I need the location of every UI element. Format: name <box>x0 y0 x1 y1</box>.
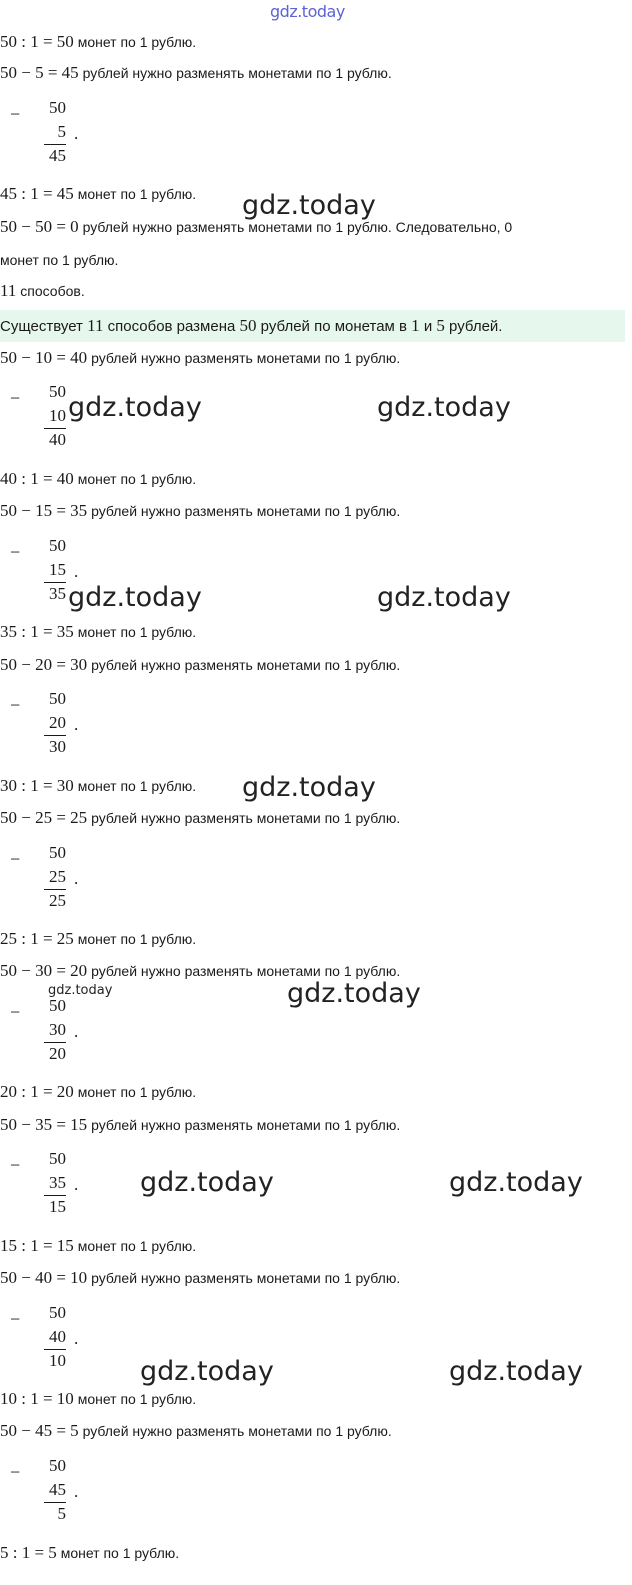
subtrahend: 10 <box>49 406 66 425</box>
watermark: gdz.today <box>140 1356 274 1387</box>
subtrahend: 25 <box>49 867 66 886</box>
subtrahend: 45 <box>49 1480 66 1499</box>
subtrahend: 5 <box>57 122 66 141</box>
column-subtraction <box>0 1456 120 1534</box>
period: . <box>74 124 79 143</box>
math: 1 <box>411 316 420 335</box>
period: . <box>74 869 79 888</box>
answer-text: и <box>419 318 437 335</box>
answer-highlight <box>0 310 625 342</box>
difference: 45 <box>49 146 66 165</box>
minuend: 50 <box>49 382 66 401</box>
math: 50 − 25 = 25 <box>0 808 88 827</box>
watermark: gdz.today <box>68 582 202 613</box>
line-text: рублей нужно разменять монетами по 1 рублю. <box>87 1117 401 1133</box>
text-line <box>0 1082 196 1102</box>
fraction-rule <box>44 735 66 736</box>
minus-sign: − <box>10 1155 21 1175</box>
line-text: рублей нужно разменять монетами по 1 рублю. <box>87 810 401 826</box>
math: 15 : 1 = 15 <box>0 1236 74 1255</box>
minuend: 50 <box>49 98 66 117</box>
text-line <box>0 281 85 301</box>
watermark: gdz.today <box>242 190 376 221</box>
line-text: рублей нужно разменять монетами по 1 рублю. <box>87 503 401 519</box>
difference: 15 <box>49 1197 66 1216</box>
answer-text: способов размена <box>103 318 240 335</box>
math: 30 : 1 = 30 <box>0 776 74 795</box>
line-text: рублей нужно разменять монетами по 1 рублю. <box>78 1423 392 1439</box>
answer-text: рублей по монетам в <box>256 318 412 335</box>
watermark: gdz.today <box>48 983 113 998</box>
period: . <box>74 1329 79 1348</box>
minus-sign: − <box>10 542 21 562</box>
math: 50 − 15 = 35 <box>0 501 88 520</box>
text-line <box>0 184 196 204</box>
watermark: gdz.today <box>449 1167 583 1198</box>
math: 10 : 1 = 10 <box>0 1389 74 1408</box>
text-line <box>0 808 400 828</box>
fraction-rule <box>44 582 66 583</box>
text-line <box>0 1268 400 1288</box>
line-text: монет по 1 рублю. <box>0 252 119 268</box>
fraction-rule <box>44 144 66 145</box>
column-subtraction <box>0 1149 120 1227</box>
line-text: монет по 1 рублю. <box>73 1238 197 1254</box>
line-text: рублей нужно разменять монетами по 1 рублю. <box>87 350 401 366</box>
minus-sign: − <box>10 104 21 124</box>
watermark: gdz.today <box>140 1167 274 1198</box>
math: 45 : 1 = 45 <box>0 184 74 203</box>
subtrahend: 40 <box>49 1327 66 1346</box>
text-line <box>0 929 196 949</box>
minus-sign: − <box>10 388 21 408</box>
minuend: 50 <box>49 689 66 708</box>
math: 50 <box>239 316 257 335</box>
watermark: gdz.today <box>68 392 202 423</box>
line-text: рублей нужно разменять монетами по 1 рублю. <box>78 65 392 81</box>
line-text: монет по 1 рублю. <box>73 778 197 794</box>
text-line <box>0 501 400 521</box>
text-line <box>0 776 196 796</box>
minuend: 50 <box>49 536 66 555</box>
math: 50 − 30 = 20 <box>0 961 88 980</box>
text-line <box>0 469 196 489</box>
line-text: монет по 1 рублю. <box>73 1391 197 1407</box>
text-line <box>0 1421 392 1441</box>
period: . <box>74 715 79 734</box>
period: . <box>74 1175 79 1194</box>
math: 50 − 45 = 5 <box>0 1421 79 1440</box>
text-line <box>0 1543 179 1563</box>
subtrahend: 35 <box>49 1173 66 1192</box>
math: 11 <box>87 316 104 335</box>
difference: 40 <box>49 430 66 449</box>
line-text: рублей нужно разменять монетами по 1 рублю. Следовательно, 0 <box>78 219 513 235</box>
text-line <box>0 32 196 52</box>
column-subtraction <box>0 98 120 176</box>
column-subtraction <box>0 843 120 921</box>
math: 25 : 1 = 25 <box>0 929 74 948</box>
minus-sign: − <box>10 1309 21 1329</box>
minuend: 50 <box>49 843 66 862</box>
math: 50 − 40 = 10 <box>0 1268 88 1287</box>
difference: 25 <box>49 891 66 910</box>
text-line <box>0 250 118 270</box>
line-text: монет по 1 рублю. <box>73 34 197 50</box>
math: 50 − 35 = 15 <box>0 1115 88 1134</box>
difference: 30 <box>49 737 66 756</box>
math: 5 : 1 = 5 <box>0 1543 57 1562</box>
math: 50 : 1 = 50 <box>0 32 74 51</box>
line-text: монет по 1 рублю. <box>73 471 197 487</box>
minus-sign: − <box>10 1462 21 1482</box>
line-text: монет по 1 рублю. <box>73 186 197 202</box>
line-text: рублей нужно разменять монетами по 1 рублю. <box>87 1270 401 1286</box>
line-text: способов. <box>16 283 85 299</box>
subtrahend: 20 <box>49 713 66 732</box>
fraction-rule <box>44 1502 66 1503</box>
fraction-rule <box>44 1195 66 1196</box>
text-line <box>0 655 400 675</box>
difference: 35 <box>49 584 66 603</box>
fraction-rule <box>44 428 66 429</box>
fraction-rule <box>44 1349 66 1350</box>
column-subtraction <box>0 689 120 767</box>
period: . <box>74 1482 79 1501</box>
text-line <box>0 622 196 642</box>
header-watermark: gdz.today <box>270 2 345 21</box>
watermark: gdz.today <box>449 1356 583 1387</box>
answer-text: рублей. <box>444 318 503 335</box>
text-line <box>0 1115 400 1135</box>
watermark: gdz.today <box>242 772 376 803</box>
math: 20 : 1 = 20 <box>0 1082 74 1101</box>
subtrahend: 15 <box>49 560 66 579</box>
answer-text: Существует <box>0 318 88 335</box>
text-line <box>0 63 392 83</box>
period: . <box>74 1022 79 1041</box>
minuend: 50 <box>49 996 66 1015</box>
line-text: монет по 1 рублю. <box>73 624 197 640</box>
minuend: 50 <box>49 1456 66 1475</box>
minuend: 50 <box>49 1149 66 1168</box>
line-text: монет по 1 рублю. <box>56 1545 180 1561</box>
watermark: gdz.today <box>377 392 511 423</box>
subtrahend: 30 <box>49 1020 66 1039</box>
column-subtraction <box>0 996 120 1074</box>
fraction-rule <box>44 1042 66 1043</box>
line-text: рублей нужно разменять монетами по 1 рублю. <box>87 657 401 673</box>
line-text: монет по 1 рублю. <box>73 1084 197 1100</box>
minuend: 50 <box>49 1303 66 1322</box>
minus-sign: − <box>10 1002 21 1022</box>
fraction-rule <box>44 889 66 890</box>
math: 50 − 10 = 40 <box>0 348 88 367</box>
math: 5 <box>436 316 445 335</box>
difference: 10 <box>49 1351 66 1370</box>
math: 11 <box>0 281 17 300</box>
math: 40 : 1 = 40 <box>0 469 74 488</box>
line-text: монет по 1 рублю. <box>73 931 197 947</box>
math: 50 − 50 = 0 <box>0 217 79 236</box>
period: . <box>74 562 79 581</box>
text-line <box>0 1389 196 1409</box>
math: 50 − 5 = 45 <box>0 63 79 82</box>
watermark: gdz.today <box>287 978 421 1009</box>
text-line <box>0 1236 196 1256</box>
math: 50 − 20 = 30 <box>0 655 88 674</box>
watermark: gdz.today <box>377 582 511 613</box>
minus-sign: − <box>10 695 21 715</box>
difference: 5 <box>57 1504 66 1523</box>
math: 35 : 1 = 35 <box>0 622 74 641</box>
minus-sign: − <box>10 849 21 869</box>
column-subtraction <box>0 1303 120 1381</box>
difference: 20 <box>49 1044 66 1063</box>
text-line <box>0 348 400 368</box>
line-text: рублей нужно разменять монетами по 1 рублю. <box>87 963 401 979</box>
